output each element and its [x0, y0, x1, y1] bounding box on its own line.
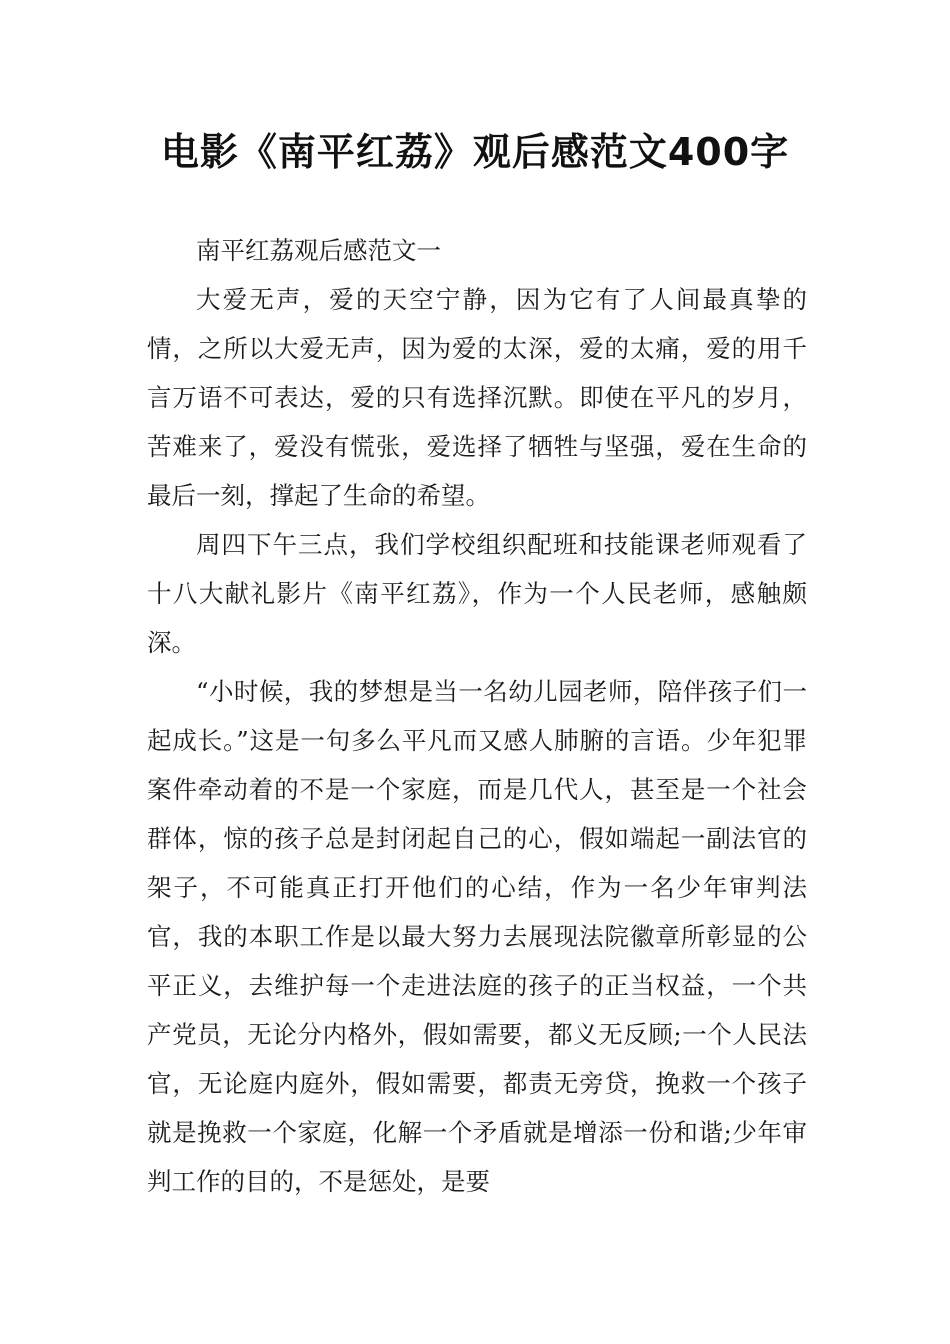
- paragraph: “小时候，我的梦想是当一名幼儿园老师，陪伴孩子们一起成长。”这是一句多么平凡而又感人肺腑的言语。少年犯罪案件牵动着的不是一个家庭，而是几代人，甚至是一个社会群体，惊的孩子总是封闭起自己的心，假如端起一副法官的架子，不可能真正打开他们的心结，作为一名少年审判法官，我的本职工作是以最大努力去展现法院徽章所彰显的公平正义，去维护每一个走进法庭的孩子的正当权益，一个共产党员，无论分内格外，假如需要，都义无反顾;一个人民法官，无论庭内庭外，假如需要，都责无旁贷，挽救一个孩子就是挽救一个家庭，化解一个矛盾就是增添一份和谐;少年审判工作的目的，不是惩处，是要: [147, 677, 807, 1196]
- paragraph: 周四下午三点，我们学校组织配班和技能课老师观看了十八大献礼影片《南平红荔》，作为一个人民老师，感触颇深。: [147, 530, 807, 657]
- section-heading: 南平红荔观后感范文一: [196, 236, 441, 265]
- paragraph: 大爱无声，爱的天空宁静，因为它有了人间最真挚的情，之所以大爱无声，因为爱的太深，爱的太痛，爱的用千言万语不可表达，爱的只有选择沉默。即使在平凡的岁月，苦难来了，爱没有慌张，爱选择了牺牲与坚强，爱在生命的最后一刻，撑起了生命的希望。: [147, 285, 807, 510]
- document-title: 电影《南平红荔》观后感范文400字: [160, 130, 790, 174]
- document-body: [147, 226, 807, 1206]
